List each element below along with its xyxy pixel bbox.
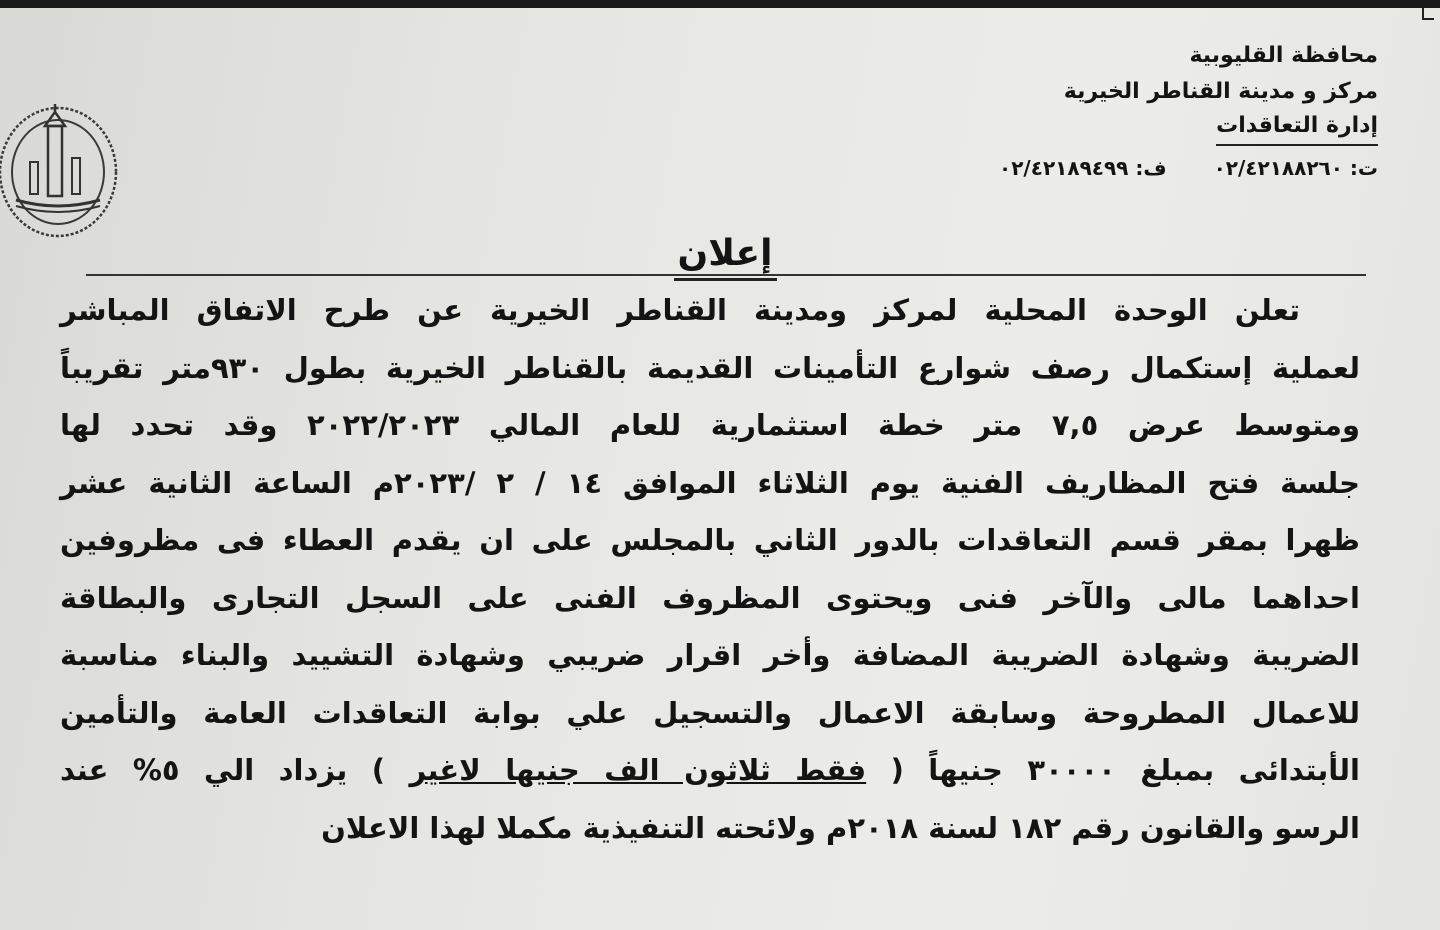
announcement-body <box>60 282 1360 857</box>
body-line: احداهما مالى والآخر فنى ويحتوى المظروف الفنى على السجل التجارى والبطاقة <box>60 580 1360 615</box>
body-line: ومتوسط عرض ٧,٥ متر خطة استثمارية للعام المالي ٢٠٢٢/٢٠٢٣ وقد تحدد لها <box>60 408 1360 442</box>
scan-top-edge <box>0 0 1440 8</box>
title-divider <box>86 274 1366 276</box>
body-line: جلسة فتح المظاريف الفنية يوم الثلاثاء الموافق ١٤ / ٢ /٢٠٢٣م الساعة الثانية عشر <box>60 465 1360 500</box>
body-line: الضريبة وشهادة الضريبة المضافة وأخر اقرار ضريبي وشهادة التشييد والبناء مناسبة <box>60 638 1360 672</box>
corner-mark <box>1422 8 1434 20</box>
amount-before: الأبتدائى بمبلغ ٣٠٠٠٠ جنيهاً ( <box>890 753 1360 787</box>
document-page <box>0 8 1440 930</box>
body-line: تعلن الوحدة المحلية لمركز ومدينة القناطر الخيرية عن طرح الاتفاق المباشر <box>60 293 1300 327</box>
body-line: لعملية إستكمال رصف شوارع التأمينات القديمة بالقناطر الخيرية بطول ٩٣٠متر تقريباً <box>60 350 1360 385</box>
fax-number: ف: ٠٢/٤٢١٨٩٤٩٩ <box>999 156 1167 180</box>
body-line: للاعمال المطروحة وسابقة الاعمال والتسجيل علي بوابة التعاقدات العامة والتأمين <box>60 695 1360 730</box>
body-line: ظهرا بمقر قسم التعاقدات بالدور الثاني بالمجلس على ان يقدم العطاء فى مظروفين <box>60 523 1360 557</box>
department-name: إدارة التعاقدات <box>1216 110 1378 146</box>
governorate-seal-icon <box>0 100 126 242</box>
center-name: مركز و مدينة القناطر الخيرية <box>1063 79 1378 104</box>
title-text: إعلان <box>674 230 777 281</box>
contact-numbers <box>778 150 1378 186</box>
letterhead <box>778 38 1378 186</box>
body-line: الرسو والقانون رقم ١٨٢ لسنة ٢٠١٨م ولائحته التنفيذية مكملا لهذا الاعلان <box>321 810 1360 845</box>
governorate-name: محافظة القليوبية <box>1189 43 1378 68</box>
amount-line <box>60 742 1360 800</box>
amount-after: ) يزداد الي ٥% عند <box>60 753 386 787</box>
phone-number: ت: ٠٢/٤٢١٨٨٢٦٠ <box>1213 156 1378 180</box>
amount-in-words: فقط ثلاثون الف جنيها لاغير <box>409 753 867 787</box>
